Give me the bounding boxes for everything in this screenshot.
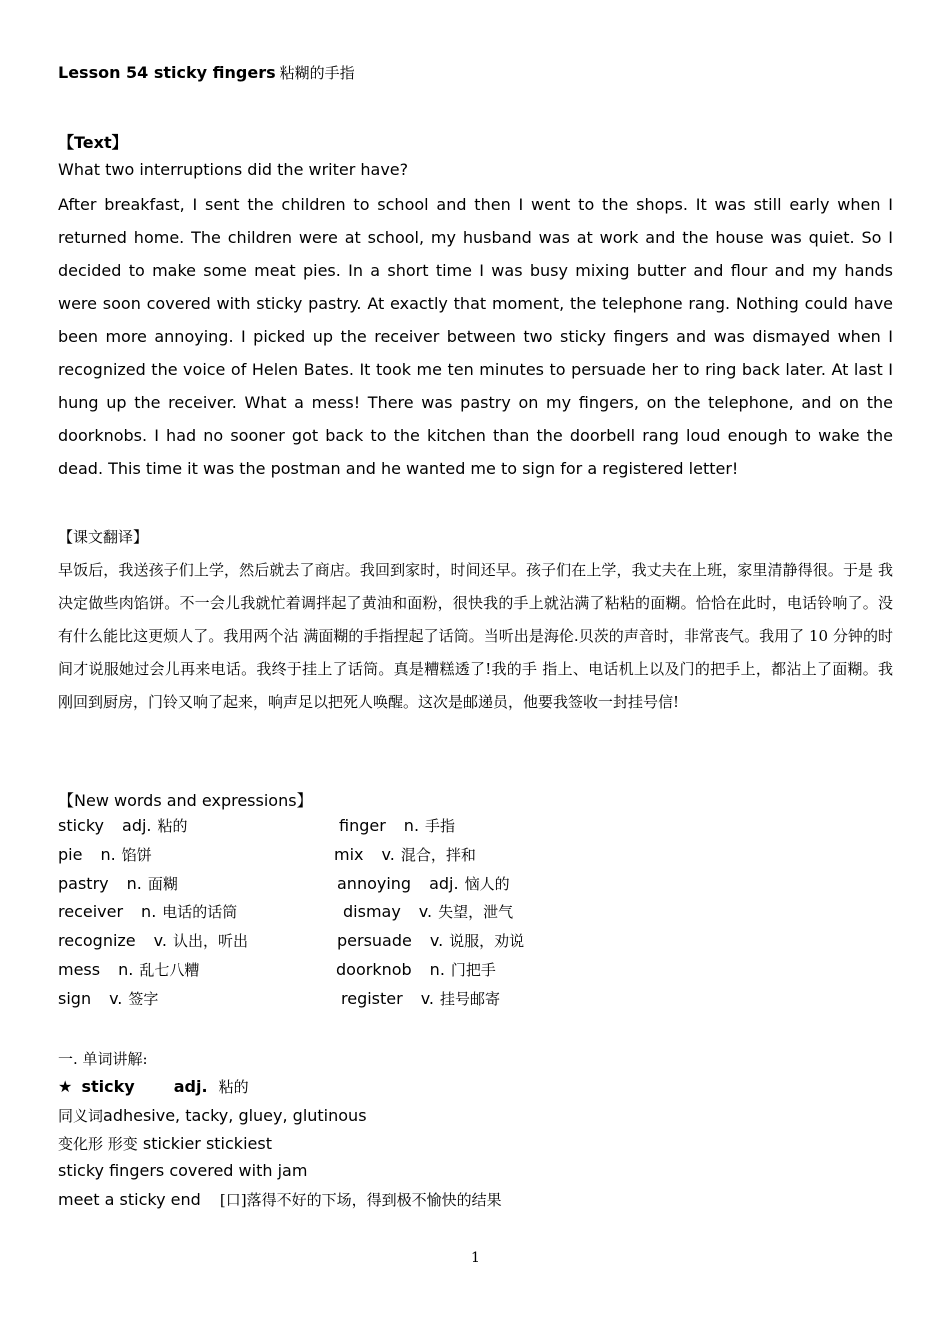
vocab-row — [58, 815, 658, 844]
vocab-meaning: 说服，劝说 — [449, 932, 525, 950]
vocab-word: register — [341, 989, 403, 1008]
text-heading: 【Text】 — [58, 133, 128, 152]
vocab-word: persuade — [337, 931, 412, 950]
vocab-meaning: 电话的话筒 — [162, 903, 238, 921]
example-line-2 — [58, 1189, 502, 1210]
vocab-meaning: 门把手 — [450, 961, 496, 979]
example2-cn: [口]落得不好的下场，得到极不愉快的结果 — [219, 1191, 502, 1209]
vocab-meaning: 粘的 — [157, 817, 188, 835]
vocab-pos: v. — [381, 845, 395, 864]
vocab-word: pastry — [58, 874, 109, 893]
vocab-row — [58, 988, 658, 1017]
headword: sticky — [81, 1077, 135, 1096]
vocab-pos: v. — [420, 989, 435, 1008]
vocab-pos: n. — [141, 902, 157, 921]
star-icon: ★ — [58, 1077, 73, 1096]
vocab-meaning: 挂号邮寄 — [440, 990, 501, 1008]
vocab-word: annoying — [337, 874, 412, 893]
forms-line — [58, 1133, 272, 1154]
vocab-meaning: 混合，拌和 — [400, 846, 476, 864]
vocab-pos: v. — [429, 931, 444, 950]
vocab-pos: v. — [109, 989, 123, 1008]
vocab-pos: adj. — [122, 816, 152, 835]
vocab-pos: n. — [429, 960, 445, 979]
explain-heading: 一. 单词讲解: — [58, 1050, 148, 1068]
vocab-word: sticky — [58, 816, 105, 835]
vocab-row — [58, 873, 658, 902]
passage-text: After breakfast, I sent the children to school and then I went to the shops. It was still early when I returned home. The children were at school, my husband was at work and the house was quiet. So I decided to make some meat pies. In a short time I was busy mixing butter and flour and my hands were soon covered with sticky pastry. At exactly that moment, the telephone rang. Nothing could have been more annoying. I picked up the receiver between two sticky fingers and was dismayed when I recognized the voice of Helen Bates. It took me ten minutes to persuade her to ring back later. At last I hung up the receiver. What a mess! There was pastry on my fingers, on the telephone, and on the doorknobs. I had no sooner got back to the kitchen than the doorbell rang loud enough to wake the dead. This time it was the postman and he wanted me to sign for a registered letter! — [58, 195, 893, 478]
vocab-meaning: 认出，听出 — [172, 932, 248, 950]
vocab-pos: n. — [403, 816, 420, 835]
synonyms: adhesive, tacky, gluey, glutinous — [103, 1106, 367, 1125]
vocab-pos: n. — [118, 960, 134, 979]
vocab-meaning: 失望，泄气 — [438, 903, 514, 921]
vocab-word: receiver — [58, 902, 124, 921]
vocab-word: finger — [339, 816, 386, 835]
vocab-word: mix — [334, 845, 364, 864]
synonym-label: 同义词 — [58, 1107, 104, 1125]
example-line: sticky fingers covered with jam — [58, 1161, 308, 1180]
vocab-meaning: 恼人的 — [464, 875, 510, 893]
question: What two interruptions did the writer have? — [58, 160, 409, 179]
page-number: 1 — [471, 1250, 480, 1266]
vocab-pos: n. — [126, 874, 142, 893]
vocab-meaning: 馅饼 — [121, 846, 152, 864]
vocab-heading: 【New words and expressions】 — [58, 791, 313, 810]
lesson-title-en: Lesson 54 sticky fingers — [58, 63, 276, 82]
headword-meaning: 粘的 — [218, 1078, 249, 1096]
lesson-title-cn: 粘糊的手指 — [279, 64, 355, 82]
forms-label: 变化形 形变 — [58, 1135, 138, 1153]
explain-headword — [58, 1076, 249, 1097]
headword-pos: adj. — [173, 1077, 208, 1096]
vocab-meaning: 签字 — [128, 990, 159, 1008]
vocab-row — [58, 930, 658, 959]
lesson-title — [58, 62, 355, 83]
vocab-pos: v. — [418, 902, 433, 921]
vocab-pos: v. — [153, 931, 167, 950]
vocab-row — [58, 959, 658, 988]
vocab-row — [58, 901, 658, 930]
vocab-meaning: 乱七八糟 — [139, 961, 200, 979]
example2-en: meet a sticky end — [58, 1190, 201, 1209]
translation-heading: 【课文翻译】 — [58, 528, 149, 546]
translation-text: 早饭后，我送孩子们上学，然后就去了商店。我回到家时，时间还早。孩子们在上学，我丈夫在上班，家里清静得很。于是 我决定做些肉馅饼。不一会儿我就忙着调拌起了黄油和面粉，很快我的手上就沾满了粘粘的面糊。恰恰在此时，电话铃响了。没有什么能比这更烦人了。我用两个沾 满面糊的手指捏起了话筒。当听出是海伦.贝茨的声音时，非常丧气。我用了 10 分钟的时间才说服她过会儿再来电话。我终于挂上了话筒。真是糟糕透了!我的手 指上、电话机上以及门的把手上，都沾上了面糊。我刚回到厨房，门铃又响了起来，响声足以把死人唤醒。这次是邮递员，他要我签收一封挂号信! — [58, 561, 893, 711]
vocab-word: mess — [58, 960, 101, 979]
vocab-word: sign — [58, 989, 92, 1008]
vocab-pos: adj. — [429, 874, 459, 893]
synonym-line — [58, 1105, 367, 1126]
vocab-word: dismay — [343, 902, 401, 921]
vocab-pos: n. — [100, 845, 116, 864]
vocab-meaning: 面糊 — [147, 875, 178, 893]
vocab-meaning: 手指 — [425, 817, 456, 835]
vocab-row — [58, 844, 658, 873]
vocab-word: doorknob — [336, 960, 412, 979]
vocab-word: pie — [58, 845, 83, 864]
forms: stickier stickiest — [142, 1134, 272, 1153]
vocab-word: recognize — [58, 931, 136, 950]
